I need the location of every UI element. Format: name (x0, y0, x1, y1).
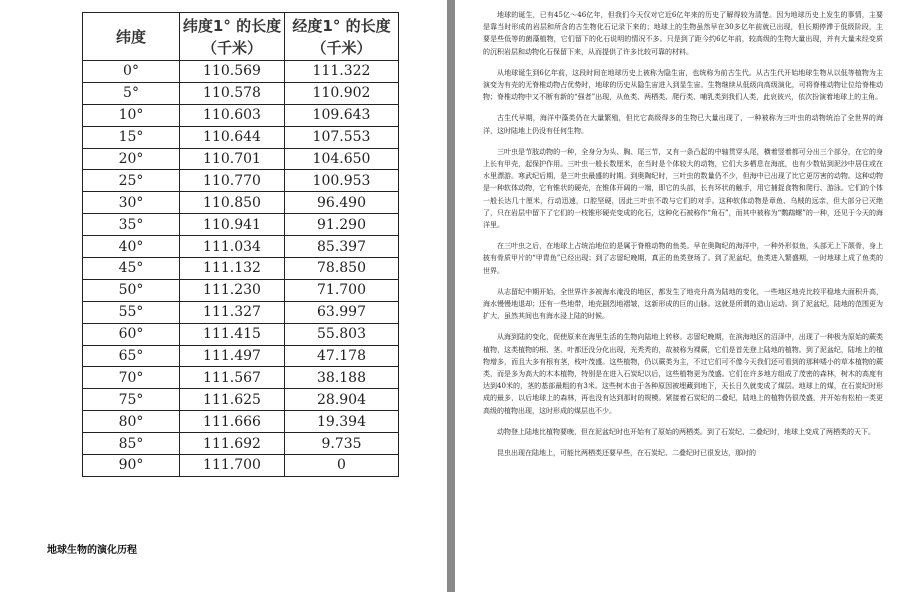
cell-longitude-length: 78.850 (285, 258, 399, 280)
body-text (483, 9, 883, 468)
table-row (83, 258, 399, 280)
cell-latitude-length: 111.567 (180, 367, 285, 389)
table-row (83, 367, 399, 389)
header-latitude-degree-length: 纬度1° 的长度（千米） (180, 13, 285, 61)
table-row (83, 104, 399, 126)
table-row (83, 345, 399, 367)
cell-latitude: 60° (83, 323, 180, 345)
cell-longitude-length: 110.902 (285, 82, 399, 104)
cell-latitude-length: 111.230 (180, 279, 285, 301)
paragraph: 在三叶虫之后，在地球上占统治地位的是属于脊椎动物的鱼类。早在奥陶纪的海洋中，一种外形似鱼，头部无上下颌骨，身上披有骨质甲片的“甲胄鱼”已经出现；到了志留纪晚期，真正的鱼类登场了。到了泥盆纪，鱼类进入繁盛期，一时地球上成了鱼类的世界。 (483, 242, 883, 275)
cell-latitude: 0° (83, 61, 180, 83)
cell-latitude-length: 111.132 (180, 258, 285, 280)
cell-latitude: 55° (83, 301, 180, 323)
table-row (83, 323, 399, 345)
table-row (83, 61, 399, 83)
cell-longitude-length: 104.650 (285, 148, 399, 170)
cell-longitude-length: 100.953 (285, 170, 399, 192)
cell-latitude-length: 110.850 (180, 192, 285, 214)
left-page (0, 0, 447, 592)
cell-longitude-length: 85.397 (285, 236, 399, 258)
paragraph: 地球的诞生，已有45亿～46亿年，但我们今天仅对它近6亿年来的历史了解得较为清楚。因为地球历史上发生的事情，主要是靠当时形成的岩层和所含的古生物化石记录下来的；地球上的生物虽然早在30多亿年前就已出现，但长期停滞于低级阶段，主要是些低等的菌藻植物，它们留下的化石说明的情况不多。只是到了距今约6亿年前，较高级的生物大量出现，并有大量未经变质的沉积岩层和动物化石保留下来，从而提供了许多比较可靠的材料。 (483, 11, 883, 56)
cell-latitude-length: 111.625 (180, 389, 285, 411)
paragraph: 昆虫出现在陆地上，可能比两栖类还要早些，在石炭纪、二叠纪时已很发达，那时的 (497, 449, 756, 458)
cell-latitude: 10° (83, 104, 180, 126)
cell-latitude: 85° (83, 433, 180, 455)
cell-latitude-length: 110.701 (180, 148, 285, 170)
cell-latitude-length: 110.603 (180, 104, 285, 126)
header-latitude: 纬度 (83, 13, 180, 61)
cell-longitude-length: 38.188 (285, 367, 399, 389)
cell-latitude: 75° (83, 389, 180, 411)
cell-longitude-length: 111.322 (285, 61, 399, 83)
right-page (455, 0, 900, 592)
cell-latitude-length: 111.415 (180, 323, 285, 345)
cell-longitude-length: 0 (285, 455, 399, 477)
cell-latitude-length: 110.578 (180, 82, 285, 104)
cell-longitude-length: 47.178 (285, 345, 399, 367)
cell-latitude-length: 111.327 (180, 301, 285, 323)
cell-latitude: 20° (83, 148, 180, 170)
cell-latitude: 50° (83, 279, 180, 301)
table-row (83, 214, 399, 236)
cell-latitude: 70° (83, 367, 180, 389)
cell-latitude: 90° (83, 455, 180, 477)
table-row (83, 192, 399, 214)
cell-longitude-length: 55.803 (285, 323, 399, 345)
cell-latitude-length: 111.666 (180, 411, 285, 433)
cell-longitude-length: 109.643 (285, 104, 399, 126)
cell-longitude-length: 63.997 (285, 301, 399, 323)
section-heading: 地球生物的演化历程 (47, 545, 137, 556)
cell-latitude-length: 110.569 (180, 61, 285, 83)
cell-latitude: 30° (83, 192, 180, 214)
table-row (83, 389, 399, 411)
paragraph: 从志留纪中期开始，全世界许多被海水淹没的地区，都发生了地壳升高为陆地的变化，一些地区地壳比较平稳地大面积升高，海水慢慢地退却；还有一些地带，地壳剧烈地褶皱，这新形成的巨的山脉。这就是所谓的造山运动。到了泥盆纪，陆地的范围更为扩大，虽然其间也有海水浸上陆的时候。 (483, 287, 883, 321)
table-row (83, 301, 399, 323)
table-row (83, 126, 399, 148)
cell-latitude-length: 111.692 (180, 433, 285, 455)
cell-latitude: 25° (83, 170, 180, 192)
cell-longitude-length: 96.490 (285, 192, 399, 214)
table-row (83, 411, 399, 433)
paragraph: 从地球诞生到6亿年前，这段时间在地球历史上被称为隐生宙，也统称为前古生代。从古生代开始地球生物从以低等植物为主演变为有壳的无脊椎动物占优势时，地球的历史从隐生宙进入到显生宙。生物继续从低级向高级演化，可将脊椎动物让位给脊椎动物；脊椎动物中又不断有新的“强者”出现，从鱼类、两栖类、爬行类、哺乳类到我们人类，此哀彼兴，依次扮演着地球上的主角。 (483, 68, 883, 102)
table-row (83, 82, 399, 104)
cell-latitude-length: 111.034 (180, 236, 285, 258)
cell-latitude: 65° (83, 345, 180, 367)
cell-latitude: 35° (83, 214, 180, 236)
paragraph: 三叶虫是节肢动物的一种，全身分为头、胸、尾三节，又有一条凸起的中轴贯穿头尾，横着竖着都可分出三个部分，在它的身上长有甲壳，起保护作用。三叶虫一般长数厘米，在当时是个体较大的动物，它们大多栖息在海底，也有少数钻到泥沙中居住或在水里漂游。寒武纪后期，是三叶虫最盛的时期。到奥陶纪时，三叶虫的数量仍不少，但海中已出现了比它更厉害的动物。这种动物是一种软体动物，它有锥状的硬壳，在锥体开阔的一端，即它的头部，长有环状的触手，用它捕捉食物和爬行、游泳。它们的个体一般长达几十厘米，行动迅速，口腔坚硬，因此三叶虫不敢与它们的对手。这种软体动物是章鱼、乌贼的远亲，但大部分已灭绝了，只在岩层中留下了它们的一枝锥形硬壳变成的化石，这种化石被称作“角石”，而其中被称为“鹦鹉螺”的一种，还见于今天的海洋里。 (483, 147, 883, 230)
table-row (83, 455, 399, 477)
header-longitude-degree-length: 经度1° 的长度（千米） (285, 13, 399, 61)
cell-latitude: 40° (83, 236, 180, 258)
table-row (83, 433, 399, 455)
table-row (83, 148, 399, 170)
cell-longitude-length: 28.904 (285, 389, 399, 411)
table-row (83, 236, 399, 258)
latitude-longitude-table (82, 12, 399, 477)
table-row (83, 279, 399, 301)
table-row (83, 170, 399, 192)
table-header-row (83, 13, 399, 61)
cell-latitude: 45° (83, 258, 180, 280)
cell-longitude-length: 91.290 (285, 214, 399, 236)
paragraph: 古生代早期，海洋中藻类仍在大量繁殖，但比它高级得多的生物已大量出现了，一种被称为三叶虫的动物统治了全世界的海洋，这时陆地上仍没有任何生物。 (483, 114, 883, 135)
cell-longitude-length: 9.735 (285, 433, 399, 455)
cell-longitude-length: 71.700 (285, 279, 399, 301)
cell-longitude-length: 19.394 (285, 411, 399, 433)
cell-latitude: 5° (83, 82, 180, 104)
cell-latitude-length: 111.700 (180, 455, 285, 477)
paragraph: 从海到陆的变化，促使原来在海里生活的生物向陆地上转移。志留纪晚期，在滨海地区的沼泽中，出现了一种极为原始的蕨类植物，这类植物的根、茎、叶都还没分化出现，光秃秃的，故被称为裸蕨，它们是首先登上陆地的植物。到了泥盆纪，陆地上的植物增多，而且大多有根有茎，枝叶茂盛。这些植物，仍以蕨类为主，不过它们可不像今天我们还可看到的那种矮小的草本植物的蕨类，而是多为高大的木本植物，特别是在进入石炭纪以后，这些植物更为茂盛。它们在许多地方组成了茂密的森林，树木的高度有达到40米的，茎的基部最粗的有3米。这些树木由于各种原因被埋藏到地下，天长日久就变成了煤层。地球上的煤，在石炭纪时形成的最多，以后地球上的森林，再也没有达到那时的规模。紧接着石炭纪的二叠纪，陆地上的植物仍很茂盛，并开始有松柏一类更高级的植物出现，这时形成的煤层也不少。 (483, 333, 883, 415)
cell-latitude-length: 110.770 (180, 170, 285, 192)
cell-latitude: 80° (83, 411, 180, 433)
cell-latitude-length: 111.497 (180, 345, 285, 367)
cell-latitude-length: 110.941 (180, 214, 285, 236)
cell-latitude-length: 110.644 (180, 126, 285, 148)
cell-latitude: 15° (83, 126, 180, 148)
paragraph: 动物登上陆地比植物要晚，但在泥盆纪时也开始有了原始的两栖类。到了石炭纪、二叠纪时，地球上变成了两栖类的天下。 (497, 427, 875, 436)
cell-longitude-length: 107.553 (285, 126, 399, 148)
